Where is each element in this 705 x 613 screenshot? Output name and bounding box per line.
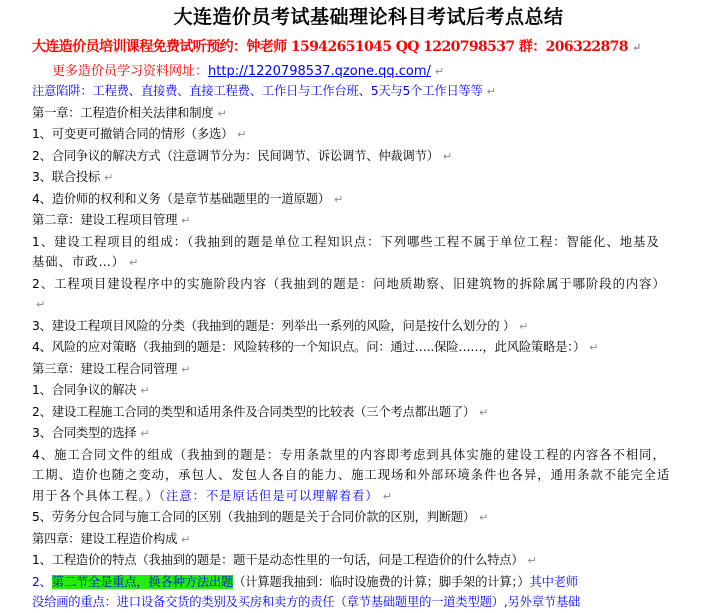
list-item bbox=[32, 445, 672, 508]
list-item-text: 3、合同类型的选择 bbox=[32, 426, 137, 440]
list-item-text: 4、造价师的权利和义务（是章节基础题里的一道原题） bbox=[32, 191, 330, 206]
list-item-text: 3、建设工程项目风险的分类（我抽到的题是：列举出一系列的风险，问是按什么划分的 ） bbox=[32, 318, 516, 333]
list-item-text: 3、联合投标 bbox=[32, 170, 101, 184]
list-item bbox=[32, 572, 705, 593]
return-mark-icon: ↵ bbox=[181, 214, 191, 227]
return-mark-icon: ↵ bbox=[181, 532, 191, 546]
list-item-continuation bbox=[32, 592, 705, 613]
list-item bbox=[32, 550, 705, 572]
return-mark-icon: ↵ bbox=[434, 65, 445, 78]
list-item-text: 5、劳务分包合同与施工合同的区别（我抽到的题是关于合同价款的区别，判断题） bbox=[32, 510, 476, 524]
list-item-note: （注意：不是原话但是可以理解着看） bbox=[158, 488, 379, 503]
list-item bbox=[32, 146, 705, 168]
highlighted-text: 第二节全是重点，换各种方法出题 bbox=[51, 574, 234, 589]
return-mark-icon: ↵ bbox=[527, 554, 537, 567]
list-item-text: （计算题我抽到：临时设施费的计算；脚手架的计算；） bbox=[233, 574, 530, 589]
list-item-note: （章节基础题里的一道类型题） bbox=[334, 595, 504, 609]
return-mark-icon: ↵ bbox=[181, 362, 191, 376]
list-item bbox=[32, 337, 705, 359]
list-item bbox=[32, 316, 705, 338]
list-item bbox=[32, 423, 705, 445]
list-item-number: 2、 bbox=[32, 574, 52, 589]
list-item bbox=[32, 402, 705, 424]
return-mark-icon: ↵ bbox=[140, 427, 150, 440]
promo-line bbox=[32, 38, 705, 57]
website-label: 更多造价员学习资料网址： bbox=[52, 64, 209, 79]
list-item-text: 4、风险的应对策略（我抽到的题是：风险转移的一个知识点。问：通过…..保险……，此风险策略是：） bbox=[32, 340, 586, 354]
list-item-note: 没给画的重点：进口设备交货的类别及买房和卖方的责任 bbox=[32, 595, 335, 609]
return-mark-icon: ↵ bbox=[479, 511, 489, 524]
list-item-note: ,另外章节基础 bbox=[503, 595, 581, 609]
return-mark-icon: ↵ bbox=[140, 384, 150, 397]
chapter-heading bbox=[32, 359, 705, 381]
trap-note-text: 注意陷阱：工程费、直接费、直接工程费、工作日与工作台班、5天与5个工作日等等 bbox=[32, 84, 483, 98]
chapter-heading-text: 第二章：建设工程项目管理 bbox=[32, 213, 178, 227]
list-item bbox=[32, 167, 705, 189]
website-link[interactable]: http://1220798537.qzone.qq.com/ bbox=[208, 64, 431, 79]
trap-note bbox=[32, 81, 705, 103]
return-mark-icon: ↵ bbox=[36, 298, 47, 311]
return-mark-icon: ↵ bbox=[217, 106, 227, 120]
return-mark-icon: ↵ bbox=[479, 405, 489, 419]
list-item-text: 1、合同争议的解决 bbox=[32, 383, 137, 397]
return-mark-icon: ↵ bbox=[442, 149, 452, 163]
return-mark-icon: ↵ bbox=[519, 319, 529, 333]
return-mark-icon: ↵ bbox=[631, 41, 641, 54]
list-item bbox=[32, 380, 705, 402]
promo-text: 大连造价员培训课程免费试听预约：钟老师 15942651045 QQ 1220798537 群：206322878 bbox=[32, 39, 628, 55]
doc-title: 大连造价员考试基础理论科目考试后考点总结 bbox=[173, 6, 564, 28]
list-item-note: 其中老师 bbox=[529, 574, 578, 589]
chapter-heading-text: 第三章：建设工程合同管理 bbox=[32, 361, 178, 376]
return-mark-icon: ↵ bbox=[129, 256, 140, 269]
list-item bbox=[32, 232, 672, 274]
list-item bbox=[32, 124, 705, 146]
return-mark-icon: ↵ bbox=[237, 128, 247, 141]
list-item bbox=[32, 507, 705, 529]
list-item-text: 4、施工合同文件的组成（我抽到的题是：专用条款里的内容即考虑到具体实施的建设工程的内容各不相同，工期、造价也随之变动，承包人、发包人各自的能力、施工现场和外部环境条件也各异，通用条款不能完全适用于各个具体工程。） bbox=[32, 447, 671, 503]
list-item-text: 1、可变更可撤销合同的情形（多选） bbox=[32, 127, 234, 141]
chapter-heading bbox=[32, 103, 705, 125]
return-mark-icon: ↵ bbox=[382, 489, 393, 503]
return-mark-icon: ↵ bbox=[486, 85, 496, 98]
list-item-text: 2、建设工程施工合同的类型和适用条件及合同类型的比较表（三个考点都出题了） bbox=[32, 404, 476, 419]
chapter-heading bbox=[32, 529, 705, 551]
website-line bbox=[32, 63, 705, 81]
list-item-text: 2、工程项目建设程序中的实施阶段内容（我抽到的题是：问地质勘察、旧建筑物的拆除属于哪阶段的内容） bbox=[32, 276, 666, 291]
return-mark-icon: ↵ bbox=[104, 171, 114, 184]
return-mark-icon: ↵ bbox=[589, 341, 599, 354]
list-item-text: 2、合同争议的解决方式（注意调节分为：民间调节、诉讼调节、仲裁调节） bbox=[32, 148, 439, 163]
list-item bbox=[32, 189, 705, 211]
chapter-heading bbox=[32, 210, 705, 232]
list-item-text: 1、建设工程项目的组成：（我抽到的题是单位工程知识点：下列哪些工程不属于单位工程：智能化、地基及基础、市政…） bbox=[32, 234, 660, 269]
chapter-heading-text: 第四章：建设工程造价构成 bbox=[32, 531, 178, 546]
return-mark-icon: ↵ bbox=[333, 192, 343, 206]
chapter-heading-text: 第一章：工程造价相关法律和制度 bbox=[32, 105, 214, 120]
list-item bbox=[32, 274, 672, 316]
list-item-text: 1、工程造价的特点（我抽到的题是：题干是动态性里的一句话，问是工程造价的什么特点） bbox=[32, 553, 524, 567]
